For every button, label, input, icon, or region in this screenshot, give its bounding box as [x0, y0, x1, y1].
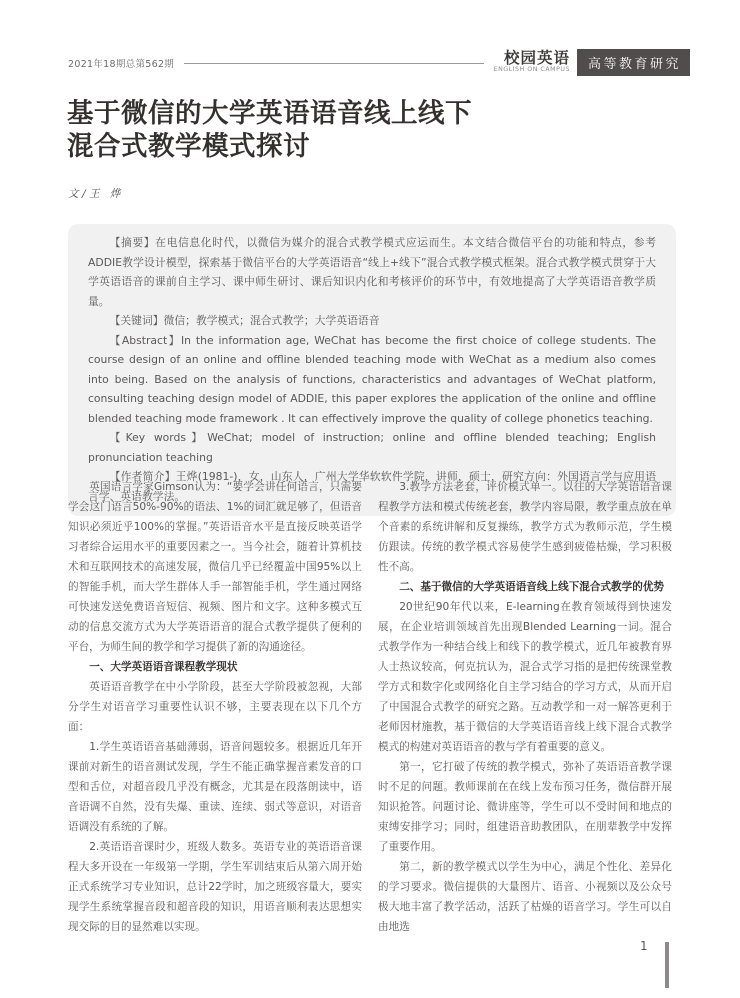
- footer-bar: [665, 942, 669, 988]
- abstract-en: 【Abstract】In the information age, WeChat has become the first choice of college students. The course design of an online and offline blended teaching mode with WeChat as a medium also comes into being. Based on the analysis of functions, characteristics and advantages of WeChat platform, consulting teaching design model of ADDIE, this paper explores the application of the online and offline blended teaching mode framework . It can effectively improve the quality of college phonetics teaching.: [88, 333, 656, 425]
- left-column: [68, 477, 362, 937]
- body-paragraph: 英国语言学家Gimson认为：“要学会讲任何语言，只需要学会这门语言50%-90%的语法、1%的词汇就足够了，但语音知识必须近乎100%的掌握。”英语语音水平是直接反映英语学习者综合运用水平的重要因素之一。当今社会，随着计算机技术和互联网技术的高速发展，微信几乎已经覆盖中国95%以上的智能手机，而大学生群体人手一部智能手机，学生通过网络可快速发送免费语音短信、视频、图片和文字。这种多模式互动的信息交流方式为大学英语语音的混合式教学提供了便利的平台，为师生间的教学和学习提供了新的沟通途径。: [68, 481, 362, 653]
- body-paragraph: 第一，它打破了传统的教学模式，弥补了英语语音教学课时不足的问题。教师课前在在线上发布预习任务，微信群开展知识抢答。问题讨论、微讲座等，学生可以不受时间和地点的束缚安排学习；同时，组建语音助教团队，在朋辈教学中发挥了重要作用。: [378, 761, 672, 853]
- abstract-cn: 【摘要】在电信息化时代，以微信为媒介的混合式教学模式应运而生。本文结合微信平台的功能和特点，参考ADDIE教学设计模型，探索基于微信平台的大学英语语音“线上+线下”混合式教学模式框架。混合式教学模式贯穿于大学英语语音的课前自主学习、课中师生研讨、课后知识内化和考核评价的环节中，有效地提高了大学英语语音教学质量。: [88, 236, 656, 308]
- article-title-line2: 混合式教学模式探讨: [67, 131, 310, 162]
- body-paragraph: 3.教学方法老套，评价模式单一。以往的大学英语语音课程教学方法和模式传统老套，教学内容局限，教学重点放在单个音素的系统讲解和反复操练，教学方式为教师示范，学生模仿跟读。传统的教学模式容易使学生感到疲倦枯燥，学习积极性不高。: [378, 481, 672, 573]
- article-body: [68, 477, 672, 937]
- abstract-box: [68, 224, 676, 516]
- body-paragraph: 2.英语语音课时少，班级人数多。英语专业的英语语音课程大多开设在一年级第一学期，学生军训结束后从第六周开始正式系统学习专业知识，总计22学时，加之班级容量大，要实现学生系统掌握音段和超音段的知识，用语音顺利表达思想实现交际的目的显然难以实现。: [68, 841, 362, 933]
- author-byline: 文/王 烨: [68, 188, 124, 200]
- page-header: [68, 44, 690, 74]
- issue-info: 2021年18期总第562期: [68, 59, 175, 70]
- author-bio: 【作者简介】王烨(1981-)，女，山东人，广州大学华软软件学院，讲师，硕士，研究方向：外国语言学与应用语言学、英语教学法。: [88, 470, 656, 503]
- body-paragraph: 20世纪90年代以来，E-learning在教育领域得到快速发展，在企业培训领域首先出现Blended Learning一词。混合式教学作为一种结合线上和线下的教学模式，近几年被教育界人士热议较高，何克抗认为，混合式学习指的是把传统课堂教学方式和数字化或网络化自主学习结合的学习方式，从而开启了中国混合式教学的研究之路。互动教学和一对一解答更利于老师因材施教，基于微信的大学英语语音线上线下混合式教学模式的构建对英语语音的教与学有着重要的意义。: [378, 601, 672, 753]
- journal-name-cn: 校园英语: [503, 48, 570, 67]
- article-title-line1: 基于微信的大学英语语音线上线下: [67, 98, 472, 129]
- section-heading: 二、基于微信的大学英语语音线上线下混合式教学的优势: [399, 581, 665, 593]
- right-column: [378, 477, 672, 937]
- page-number: 1: [640, 939, 648, 953]
- body-paragraph: 英语语音教学在中小学阶段，甚至大学阶段被忽视，大部分学生对语音学习重要性认识不够，主要表现在以下几个方面：: [68, 681, 362, 733]
- article-title: [67, 97, 472, 163]
- body-paragraph: 第二，新的教学模式以学生为中心，满足个性化、差异化的学习要求。微信提供的大量图片、语音、小视频以及公众号极大地丰富了教学活动，活跃了枯燥的语音学习。学生可以自由地选: [378, 861, 672, 933]
- keywords-en: 【Key words】WeChat; model of instruction; online and offline blended teaching; English pronunciation teaching: [88, 431, 656, 464]
- section-heading: 一、大学英语语音课程教学现状: [89, 661, 238, 673]
- header-divider: [184, 63, 483, 64]
- journal-logo: [494, 45, 570, 74]
- body-paragraph: 1.学生英语语音基础薄弱，语音问题较多。根据近几年开课前对新生的语音测试发现，学生不能正确掌握音素发音的口型和舌位，对超音段几乎没有概念，尤其是在段落朗读中，语音语调不自然，没有失爆、重读、连续、弱式等意识，对语音语调没有系统的了解。: [68, 741, 362, 833]
- section-badge: 高等教育研究: [577, 49, 690, 76]
- keywords-cn: 【关键词】微信；教学模式；混合式教学；大学英语语音: [109, 314, 380, 327]
- journal-name-en: ENGLISH ON CAMPUS: [493, 66, 570, 74]
